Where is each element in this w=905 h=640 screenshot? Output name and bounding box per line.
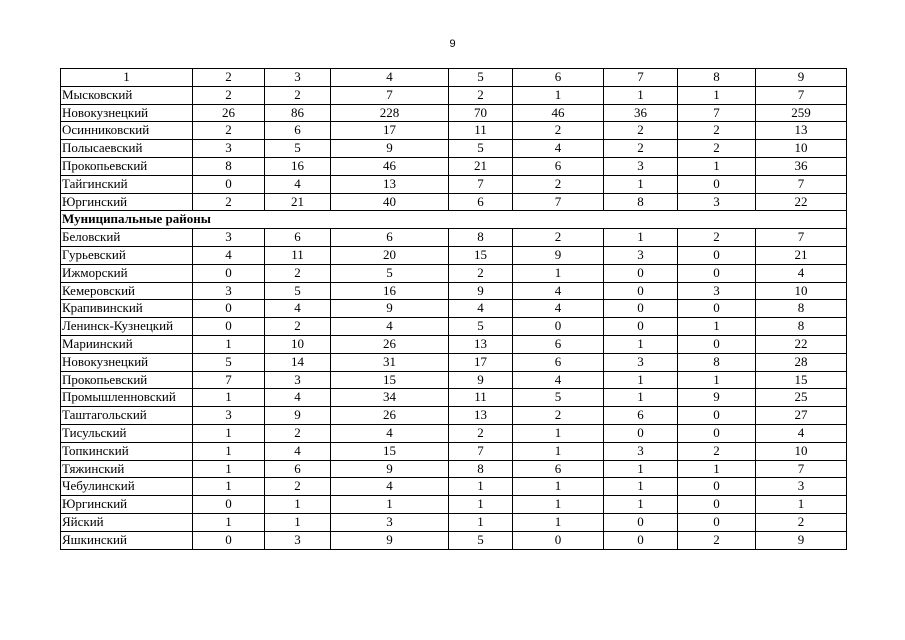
value-cell: 4 (513, 140, 604, 158)
value-cell: 3 (265, 531, 331, 549)
value-cell: 1 (193, 424, 265, 442)
value-cell: 15 (756, 371, 847, 389)
value-cell: 9 (678, 389, 756, 407)
value-cell: 2 (193, 193, 265, 211)
value-cell: 1 (513, 513, 604, 531)
value-cell: 7 (193, 371, 265, 389)
table-row (61, 122, 847, 140)
value-cell: 7 (513, 193, 604, 211)
value-cell: 34 (331, 389, 449, 407)
value-cell: 2 (756, 513, 847, 531)
district-name-cell: Яшкинский (61, 531, 193, 549)
value-cell: 1 (193, 389, 265, 407)
value-cell: 0 (513, 531, 604, 549)
value-cell: 9 (331, 460, 449, 478)
value-cell: 1 (678, 460, 756, 478)
table-row (61, 389, 847, 407)
value-cell: 1 (513, 478, 604, 496)
table-row (61, 460, 847, 478)
value-cell: 9 (513, 246, 604, 264)
value-cell: 6 (265, 460, 331, 478)
value-cell: 1 (449, 478, 513, 496)
value-cell: 16 (265, 157, 331, 175)
value-cell: 0 (678, 496, 756, 514)
value-cell: 0 (193, 300, 265, 318)
table-row (61, 104, 847, 122)
value-cell: 1 (193, 513, 265, 531)
value-cell: 8 (604, 193, 678, 211)
column-number-cell: 8 (678, 69, 756, 87)
value-cell: 5 (449, 318, 513, 336)
value-cell: 3 (604, 442, 678, 460)
column-number-row (61, 69, 847, 87)
value-cell: 9 (331, 140, 449, 158)
value-cell: 7 (756, 460, 847, 478)
value-cell: 1 (449, 496, 513, 514)
value-cell: 2 (678, 140, 756, 158)
value-cell: 2 (449, 86, 513, 104)
value-cell: 1 (678, 86, 756, 104)
value-cell: 0 (513, 318, 604, 336)
value-cell: 2 (604, 140, 678, 158)
table-row (61, 282, 847, 300)
table-row (61, 246, 847, 264)
table-row (61, 300, 847, 318)
value-cell: 0 (678, 335, 756, 353)
value-cell: 11 (449, 122, 513, 140)
value-cell: 2 (678, 229, 756, 247)
value-cell: 6 (265, 229, 331, 247)
value-cell: 4 (331, 478, 449, 496)
value-cell: 8 (449, 460, 513, 478)
value-cell: 0 (193, 496, 265, 514)
value-cell: 1 (678, 371, 756, 389)
value-cell: 4 (449, 300, 513, 318)
value-cell: 1 (193, 335, 265, 353)
value-cell: 1 (513, 424, 604, 442)
value-cell: 21 (449, 157, 513, 175)
district-name-cell: Полысаевский (61, 140, 193, 158)
district-name-cell: Ленинск-Кузнецкий (61, 318, 193, 336)
value-cell: 1 (331, 496, 449, 514)
value-cell: 259 (756, 104, 847, 122)
value-cell: 4 (331, 424, 449, 442)
value-cell: 1 (513, 442, 604, 460)
value-cell: 7 (756, 175, 847, 193)
table-row (61, 407, 847, 425)
value-cell: 3 (604, 246, 678, 264)
value-cell: 1 (604, 175, 678, 193)
value-cell: 36 (604, 104, 678, 122)
value-cell: 10 (265, 335, 331, 353)
value-cell: 10 (756, 442, 847, 460)
value-cell: 1 (604, 335, 678, 353)
value-cell: 5 (331, 264, 449, 282)
value-cell: 0 (678, 424, 756, 442)
value-cell: 7 (449, 175, 513, 193)
value-cell: 2 (449, 264, 513, 282)
value-cell: 26 (331, 407, 449, 425)
value-cell: 1 (604, 86, 678, 104)
value-cell: 8 (678, 353, 756, 371)
value-cell: 13 (449, 407, 513, 425)
value-cell: 3 (193, 407, 265, 425)
value-cell: 0 (678, 300, 756, 318)
column-number-cell: 1 (61, 69, 193, 87)
district-name-cell: Крапивинский (61, 300, 193, 318)
value-cell: 2 (678, 122, 756, 140)
value-cell: 6 (265, 122, 331, 140)
column-number-cell: 5 (449, 69, 513, 87)
district-name-cell: Мариинский (61, 335, 193, 353)
district-name-cell: Тяжинский (61, 460, 193, 478)
value-cell: 21 (265, 193, 331, 211)
district-name-cell: Яйский (61, 513, 193, 531)
value-cell: 25 (756, 389, 847, 407)
page-number: 9 (449, 38, 456, 50)
value-cell: 5 (265, 282, 331, 300)
value-cell: 28 (756, 353, 847, 371)
table-row (61, 496, 847, 514)
value-cell: 7 (756, 229, 847, 247)
table-body (61, 69, 847, 550)
value-cell: 1 (193, 442, 265, 460)
value-cell: 3 (604, 353, 678, 371)
value-cell: 26 (331, 335, 449, 353)
value-cell: 3 (756, 478, 847, 496)
value-cell: 70 (449, 104, 513, 122)
value-cell: 6 (513, 157, 604, 175)
value-cell: 1 (265, 513, 331, 531)
value-cell: 4 (265, 442, 331, 460)
value-cell: 27 (756, 407, 847, 425)
table-row (61, 264, 847, 282)
value-cell: 2 (193, 122, 265, 140)
column-number-cell: 2 (193, 69, 265, 87)
value-cell: 4 (513, 371, 604, 389)
value-cell: 4 (756, 264, 847, 282)
table-row (61, 353, 847, 371)
value-cell: 4 (331, 318, 449, 336)
value-cell: 1 (678, 157, 756, 175)
value-cell: 3 (193, 282, 265, 300)
value-cell: 0 (678, 246, 756, 264)
district-name-cell: Ижморский (61, 264, 193, 282)
value-cell: 6 (513, 460, 604, 478)
value-cell: 17 (331, 122, 449, 140)
table-row (61, 175, 847, 193)
value-cell: 22 (756, 335, 847, 353)
section-title: Муниципальные районы (61, 211, 847, 229)
value-cell: 7 (756, 86, 847, 104)
district-name-cell: Осинниковский (61, 122, 193, 140)
value-cell: 20 (331, 246, 449, 264)
value-cell: 8 (756, 300, 847, 318)
value-cell: 0 (193, 264, 265, 282)
value-cell: 5 (265, 140, 331, 158)
table-row (61, 335, 847, 353)
value-cell: 2 (449, 424, 513, 442)
value-cell: 228 (331, 104, 449, 122)
value-cell: 16 (331, 282, 449, 300)
value-cell: 0 (678, 478, 756, 496)
value-cell: 8 (756, 318, 847, 336)
section-row (61, 211, 847, 229)
value-cell: 3 (265, 371, 331, 389)
value-cell: 1 (193, 478, 265, 496)
value-cell: 0 (604, 264, 678, 282)
value-cell: 9 (756, 531, 847, 549)
value-cell: 15 (331, 371, 449, 389)
value-cell: 4 (513, 282, 604, 300)
district-name-cell: Таштагольский (61, 407, 193, 425)
value-cell: 9 (449, 371, 513, 389)
value-cell: 5 (193, 353, 265, 371)
value-cell: 11 (449, 389, 513, 407)
value-cell: 1 (513, 86, 604, 104)
value-cell: 14 (265, 353, 331, 371)
column-number-cell: 6 (513, 69, 604, 87)
value-cell: 2 (265, 264, 331, 282)
district-name-cell: Юргинский (61, 496, 193, 514)
value-cell: 6 (604, 407, 678, 425)
table-row (61, 478, 847, 496)
district-name-cell: Чебулинский (61, 478, 193, 496)
column-number-cell: 7 (604, 69, 678, 87)
table-row (61, 531, 847, 549)
value-cell: 9 (331, 300, 449, 318)
table-row (61, 442, 847, 460)
value-cell: 8 (449, 229, 513, 247)
value-cell: 7 (449, 442, 513, 460)
district-name-cell: Мысковский (61, 86, 193, 104)
district-name-cell: Прокопьевский (61, 371, 193, 389)
value-cell: 6 (331, 229, 449, 247)
value-cell: 5 (513, 389, 604, 407)
value-cell: 0 (193, 531, 265, 549)
table-row (61, 193, 847, 211)
value-cell: 40 (331, 193, 449, 211)
value-cell: 26 (193, 104, 265, 122)
value-cell: 7 (678, 104, 756, 122)
table-row (61, 229, 847, 247)
district-name-cell: Гурьевский (61, 246, 193, 264)
value-cell: 6 (513, 353, 604, 371)
column-number-cell: 4 (331, 69, 449, 87)
value-cell: 0 (678, 513, 756, 531)
value-cell: 4 (756, 424, 847, 442)
value-cell: 0 (604, 424, 678, 442)
value-cell: 3 (193, 229, 265, 247)
value-cell: 1 (604, 496, 678, 514)
value-cell: 4 (265, 389, 331, 407)
district-name-cell: Промышленновский (61, 389, 193, 407)
district-name-cell: Прокопьевский (61, 157, 193, 175)
table-row (61, 371, 847, 389)
value-cell: 3 (604, 157, 678, 175)
value-cell: 1 (678, 318, 756, 336)
value-cell: 1 (265, 496, 331, 514)
value-cell: 3 (193, 140, 265, 158)
value-cell: 22 (756, 193, 847, 211)
district-name-cell: Тайгинский (61, 175, 193, 193)
value-cell: 1 (756, 496, 847, 514)
value-cell: 2 (678, 531, 756, 549)
value-cell: 1 (604, 229, 678, 247)
value-cell: 6 (513, 335, 604, 353)
district-name-cell: Юргинский (61, 193, 193, 211)
value-cell: 0 (193, 318, 265, 336)
value-cell: 3 (331, 513, 449, 531)
value-cell: 2 (513, 122, 604, 140)
value-cell: 15 (331, 442, 449, 460)
value-cell: 1 (449, 513, 513, 531)
value-cell: 2 (513, 229, 604, 247)
value-cell: 4 (265, 300, 331, 318)
value-cell: 10 (756, 282, 847, 300)
value-cell: 36 (756, 157, 847, 175)
column-number-cell: 3 (265, 69, 331, 87)
value-cell: 10 (756, 140, 847, 158)
value-cell: 0 (193, 175, 265, 193)
value-cell: 9 (331, 531, 449, 549)
value-cell: 15 (449, 246, 513, 264)
value-cell: 46 (513, 104, 604, 122)
value-cell: 86 (265, 104, 331, 122)
value-cell: 13 (449, 335, 513, 353)
value-cell: 1 (604, 478, 678, 496)
value-cell: 1 (513, 496, 604, 514)
value-cell: 13 (331, 175, 449, 193)
value-cell: 8 (193, 157, 265, 175)
value-cell: 2 (265, 478, 331, 496)
value-cell: 2 (193, 86, 265, 104)
value-cell: 2 (513, 407, 604, 425)
value-cell: 0 (604, 513, 678, 531)
value-cell: 4 (193, 246, 265, 264)
district-name-cell: Кемеровский (61, 282, 193, 300)
value-cell: 7 (331, 86, 449, 104)
column-number-cell: 9 (756, 69, 847, 87)
value-cell: 1 (193, 460, 265, 478)
value-cell: 13 (756, 122, 847, 140)
table-row (61, 424, 847, 442)
value-cell: 9 (449, 282, 513, 300)
value-cell: 0 (604, 531, 678, 549)
value-cell: 4 (265, 175, 331, 193)
value-cell: 3 (678, 193, 756, 211)
value-cell: 46 (331, 157, 449, 175)
value-cell: 0 (604, 318, 678, 336)
value-cell: 31 (331, 353, 449, 371)
value-cell: 9 (265, 407, 331, 425)
district-name-cell: Беловский (61, 229, 193, 247)
value-cell: 5 (449, 140, 513, 158)
table-row (61, 157, 847, 175)
value-cell: 6 (449, 193, 513, 211)
district-name-cell: Топкинский (61, 442, 193, 460)
value-cell: 4 (513, 300, 604, 318)
value-cell: 0 (678, 264, 756, 282)
district-name-cell: Новокузнецкий (61, 104, 193, 122)
value-cell: 0 (604, 300, 678, 318)
table-row (61, 140, 847, 158)
value-cell: 2 (513, 175, 604, 193)
value-cell: 0 (678, 175, 756, 193)
table-row (61, 513, 847, 531)
value-cell: 1 (604, 371, 678, 389)
value-cell: 21 (756, 246, 847, 264)
table-row (61, 86, 847, 104)
value-cell: 2 (265, 424, 331, 442)
value-cell: 1 (513, 264, 604, 282)
value-cell: 2 (678, 442, 756, 460)
value-cell: 1 (604, 389, 678, 407)
statistics-table (60, 68, 847, 550)
district-name-cell: Новокузнецкий (61, 353, 193, 371)
table-row (61, 318, 847, 336)
value-cell: 2 (265, 86, 331, 104)
value-cell: 5 (449, 531, 513, 549)
value-cell: 3 (678, 282, 756, 300)
value-cell: 17 (449, 353, 513, 371)
value-cell: 1 (604, 460, 678, 478)
district-name-cell: Тисульский (61, 424, 193, 442)
value-cell: 2 (265, 318, 331, 336)
value-cell: 11 (265, 246, 331, 264)
value-cell: 0 (678, 407, 756, 425)
value-cell: 0 (604, 282, 678, 300)
value-cell: 2 (604, 122, 678, 140)
